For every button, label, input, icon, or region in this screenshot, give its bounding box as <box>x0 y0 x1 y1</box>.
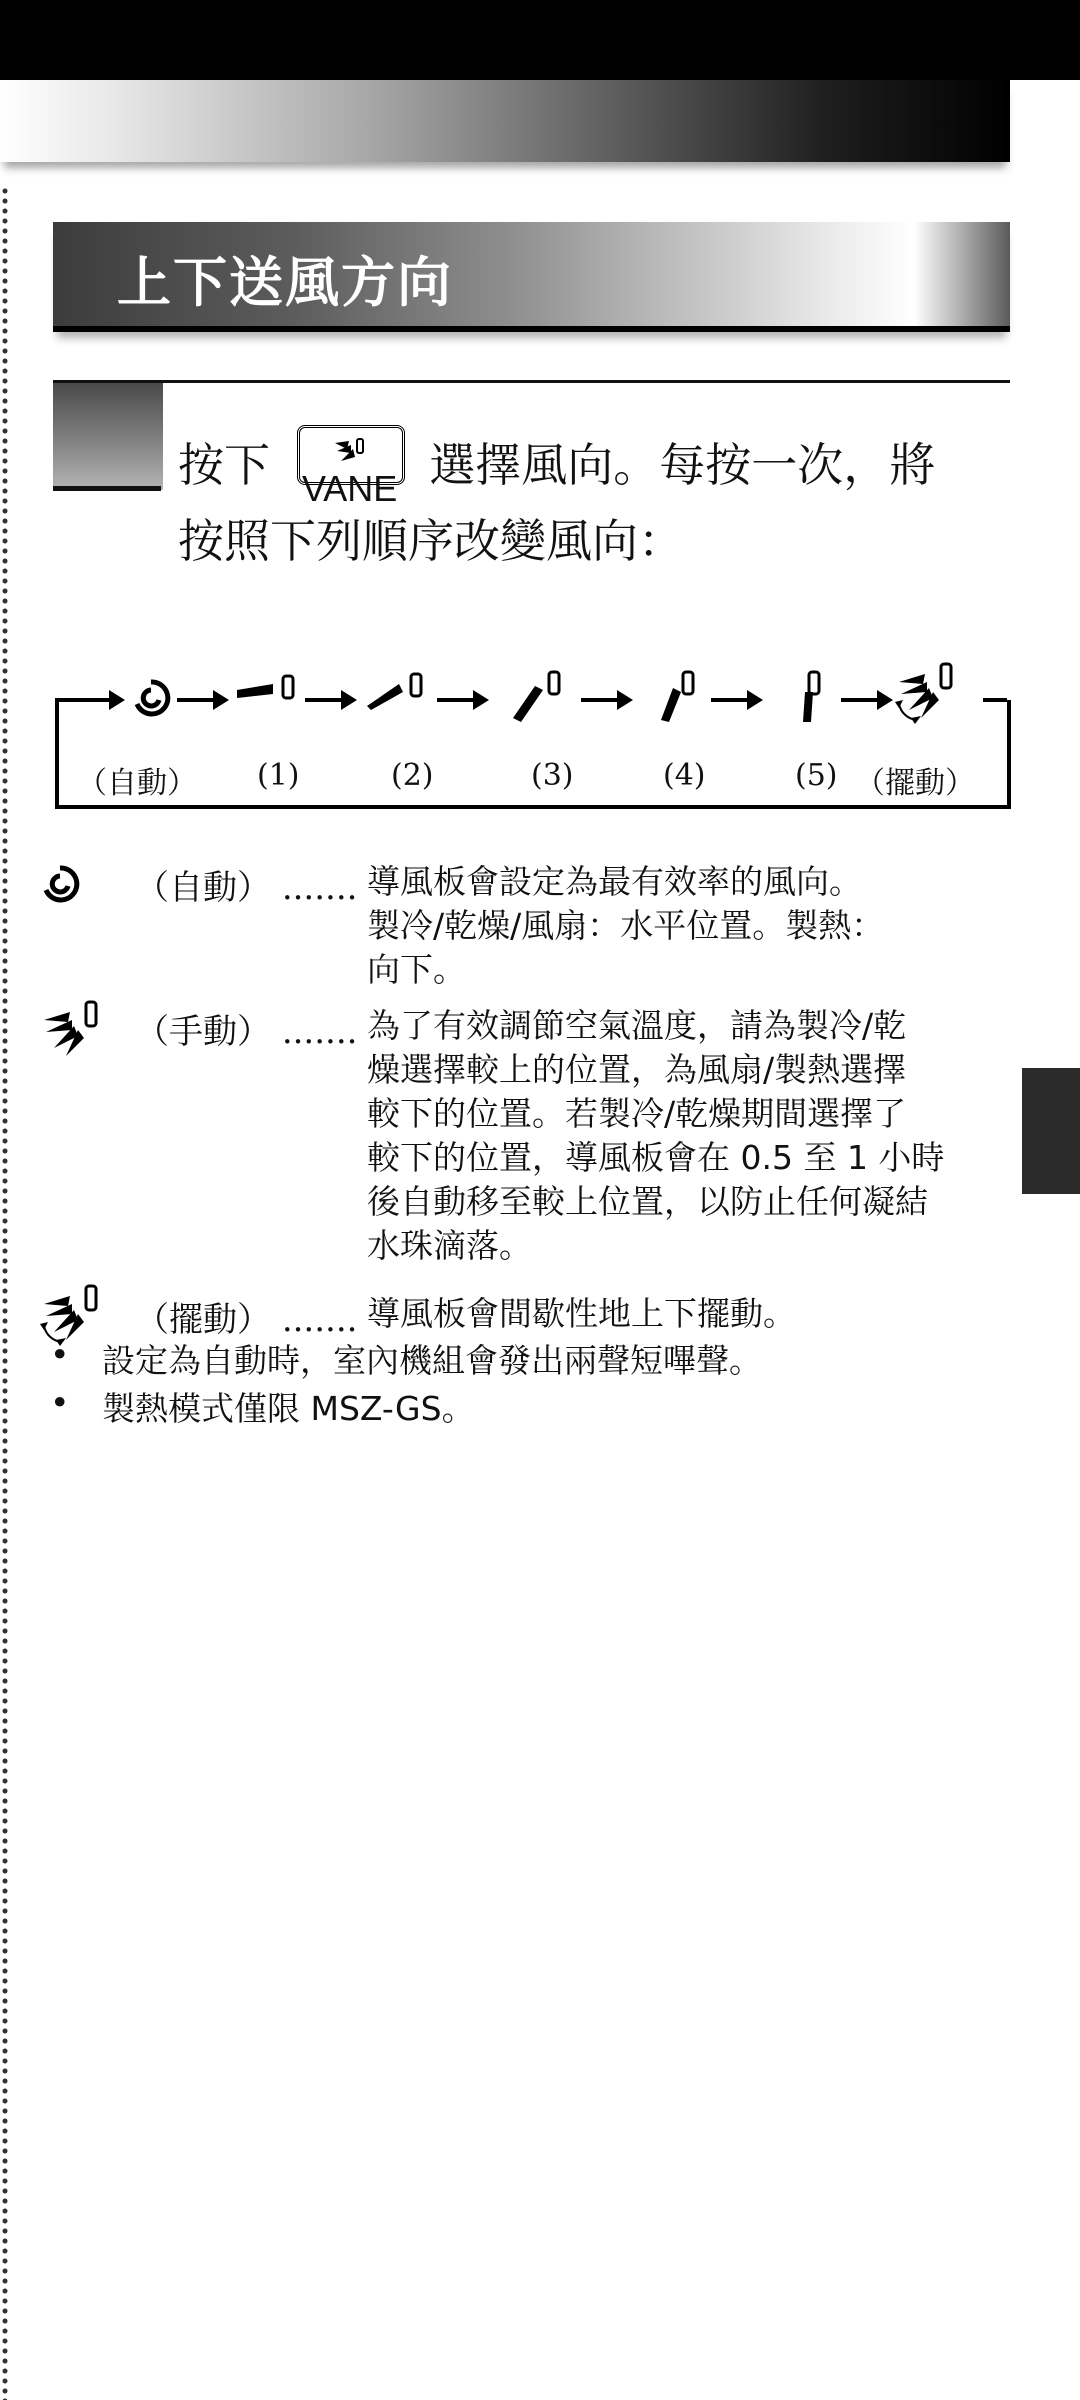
dotted-margin-line <box>0 186 10 2400</box>
list-item: • 製熱模式僅限 MSZ-GS。 <box>50 1383 475 1428</box>
arrow-icon <box>305 684 357 714</box>
top-black-bar <box>0 0 1080 80</box>
sequence-label-auto: （自動） <box>77 766 197 801</box>
arrow-icon <box>581 684 633 714</box>
vane-icon <box>335 437 365 467</box>
arrow-icon <box>177 684 229 714</box>
vane-position-2-icon <box>363 670 429 716</box>
vane-button-label: VANE <box>301 468 398 509</box>
instruction-text <box>178 425 1018 577</box>
sequence-line-right <box>983 698 1007 702</box>
arrow-icon <box>841 684 893 714</box>
auto-vane-icon <box>40 864 80 904</box>
title-underline <box>53 326 1010 332</box>
instruction-line-2: 按照下列順序改變風向： <box>178 514 684 568</box>
sequence-label-2: (2) <box>391 758 434 793</box>
step-marker <box>53 383 163 490</box>
sequence-line-left <box>55 698 75 702</box>
arrow-icon <box>437 684 489 714</box>
vane-position-4-icon <box>655 668 705 724</box>
sequence-label-1: (1) <box>257 758 300 793</box>
section-title-bar <box>53 222 1010 332</box>
sequence-label-3: (3) <box>531 758 574 793</box>
sequence-label-5: (5) <box>795 758 838 793</box>
definition-text: 導風板會設定為最有效率的風向。 製冷/乾燥/風扇：水平位置。製熱： 向下。 <box>367 862 885 989</box>
manual-vane-icon <box>40 1000 106 1060</box>
definition-text: 導風板會間歇性地上下擺動。 <box>367 1294 796 1333</box>
header-gradient-band <box>0 80 1010 162</box>
vane-position-5-icon <box>795 668 835 724</box>
notes-list <box>50 1335 1010 1431</box>
definition-label: （擺動） ....... <box>135 1300 358 1340</box>
definition-text: 為了有效調節空氣溫度，請為製冷/乾 燥選擇較上的位置，為風扇/製熱選擇 較下的位置。若製冷/乾燥期間選擇了 較下的位置，導風板會在 0.5 至 1 小時 後自動移至較上位置，以防止任何凝結 水珠滴落。 <box>367 1006 945 1265</box>
step-marker-rule <box>53 486 161 491</box>
sequence-label-swing: （擺動） <box>855 766 975 801</box>
instruction-suffix: 選擇風向。每按一次，將 <box>429 438 936 492</box>
instruction-prefix: 按下 <box>178 438 270 492</box>
vane-position-1-icon <box>235 672 301 714</box>
step-rule <box>53 380 1010 383</box>
definition-label: （手動） ....... <box>135 1012 358 1052</box>
chapter-side-tab <box>1022 1068 1080 1194</box>
swing-icon <box>895 660 961 724</box>
section-title: 上下送風方向 <box>117 250 453 314</box>
auto-icon <box>131 678 171 718</box>
vane-button[interactable] <box>291 425 409 509</box>
arrow-icon <box>711 684 763 714</box>
instruction-line-1 <box>178 425 1018 509</box>
list-item: • 設定為自動時，室內機組會發出兩聲短嗶聲。 <box>50 1335 762 1380</box>
sequence-label-4: (4) <box>663 758 706 793</box>
vane-position-3-icon <box>505 668 571 724</box>
definition-label: （自動） ....... <box>135 868 358 908</box>
vane-sequence-diagram <box>55 640 1015 810</box>
arrow-icon <box>73 684 125 714</box>
